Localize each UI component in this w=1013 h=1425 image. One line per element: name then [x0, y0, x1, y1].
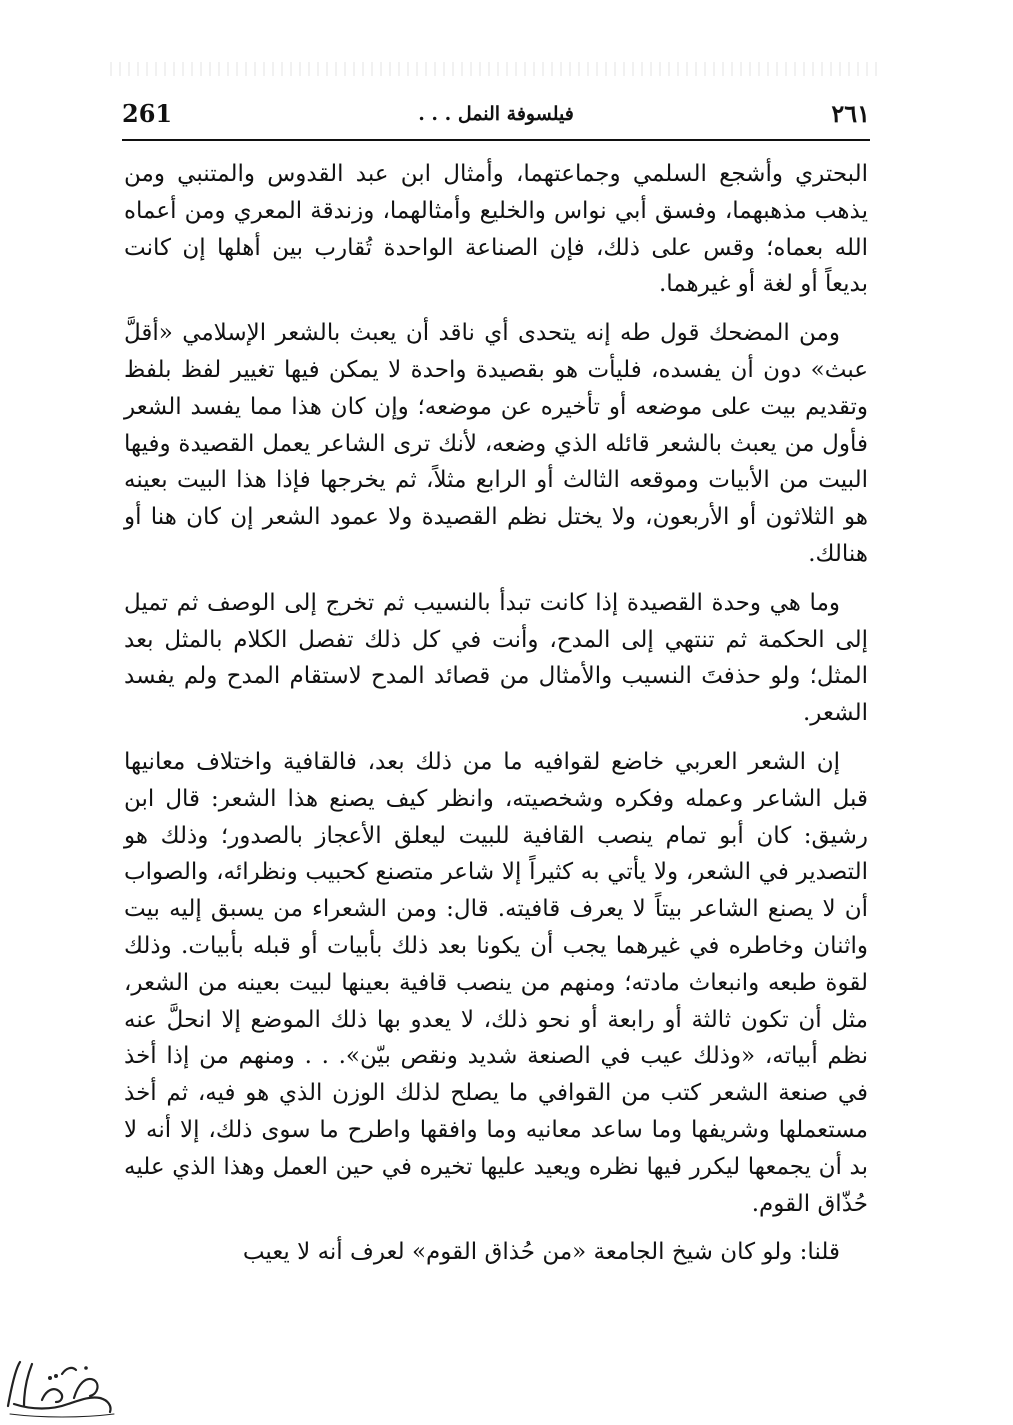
paragraph: ومن المضحك قول طه إنه يتحدى أي ناقد أن يعبث بالشعر الإسلامي «أقلَّ عبث» دون أن يفسده، فليأت هو بقصيدة واحدة لا يمكن فيها تغيير لفظ بلفظ وتقديم بيت على موضعه أو تأخيره عن موضعه؛ وإن كان هذا مما يفسد الشعر فأول من يعبث بالشعر قائله الذي وضعه، لأنك ترى الشاعر يعمل القصيدة وفيها البيت من الأبيات وموقعه الثالث أو الرابع مثلاً، ثم يخرجها فإذا هذا البيت بعينه هو الثلاثون أو الأربعون، ولا يختل نظم القصيدة ولا عمود الشعر إن كان هنا أو هنالك. — [124, 320, 868, 567]
paragraph: قلنا: ولو كان شيخ الجامعة «من حُذاق القوم» لعرف أنه لا يعيب — [242, 1239, 840, 1266]
header-rule — [122, 139, 870, 141]
paragraph: البحتري وأشجع السلمي وجماعتهما، وأمثال ابن عبد القدوس والمتنبي ومن يذهب مذهبهما، وفسق أبي نواس والخليع وأمثالهما، وزندقة المعري ومن أعماه الله بعماه؛ وقس على ذلك، فإن الصناعة الواحدة تُقارب بين أهلها إن كانت بديعاً أو لغة أو غيرهما. — [124, 161, 868, 298]
page-number-arabic: ٢٦١ — [831, 99, 870, 128]
paragraph: وما هي وحدة القصيدة إذا كانت تبدأ بالنسيب ثم تخرج إلى الوصف ثم تميل إلى الحكمة ثم تنتهي إلى المدح، وأنت في كل ذلك تفصل الكلام بالمثل بعد المثل؛ ولو حذفتَ النسيب والأمثال من قصائد المدح لاستقام المدح ولم يفسد الشعر. — [124, 589, 868, 727]
scan-noise-strip — [110, 62, 880, 76]
running-header — [122, 98, 870, 138]
paragraph: إن الشعر العربي خاضع لقوافيه ما من ذلك بعد، فالقافية واختلاف معانيها قبل الشاعر وعمله وفكره وشخصيته، وانظر كيف يصنع هذا الشعر: قال ابن رشيق: كان أبو تمام ينصب القافية للبيت ليعلق الأعجاز بالصدور؛ وذلك هو التصدير في الشعر، ولا يأتي به كثيراً إلا شاعر متصنع كحبيب ونظرائه، والصواب أن لا يصنع الشاعر بيتاً لا يعرف قافيته. قال: ومن الشعراء من يسبق إليه بيت واثنان وخاطره في غيرهما يجب أن يكونا بعد ذلك بأبيات أو قبله بأبيات. وذلك لقوة طبعه وانبعاث مادته؛ ومنهم من ينصب قافية بعينها لبيت بعينه من الشعر، مثل أن تكون ثالثة أو رابعة أو نحو ذلك، لا يعدو بها ذلك الموضع إلا انحلَّ عنه نظم أبياته، «وذلك عيب في الصنعة شديد ونقص بيّن». . . ومنهم من إذا أخذ في صنعة الشعر كتب من القوافي ما يصلح لذلك الوزن الذي هو فيه، ثم أخذ مستعملها وشريفها وما ساعد معانيه وما وافقها واطرح ما سوى ذلك، إلا أنه لا بد أن يجمعها ليكرر فيها نظره ويعيد عليها تخيره في حين العمل وهذا الذي عليه حُذّاق القوم. — [124, 748, 868, 1217]
seal-drawing — [2, 1354, 118, 1420]
running-title: فيلسوفة النمل . . . — [418, 103, 574, 125]
page-body — [124, 156, 868, 1283]
page-number-latin: 261 — [122, 99, 173, 128]
calligraphic-seal — [2, 1354, 118, 1420]
